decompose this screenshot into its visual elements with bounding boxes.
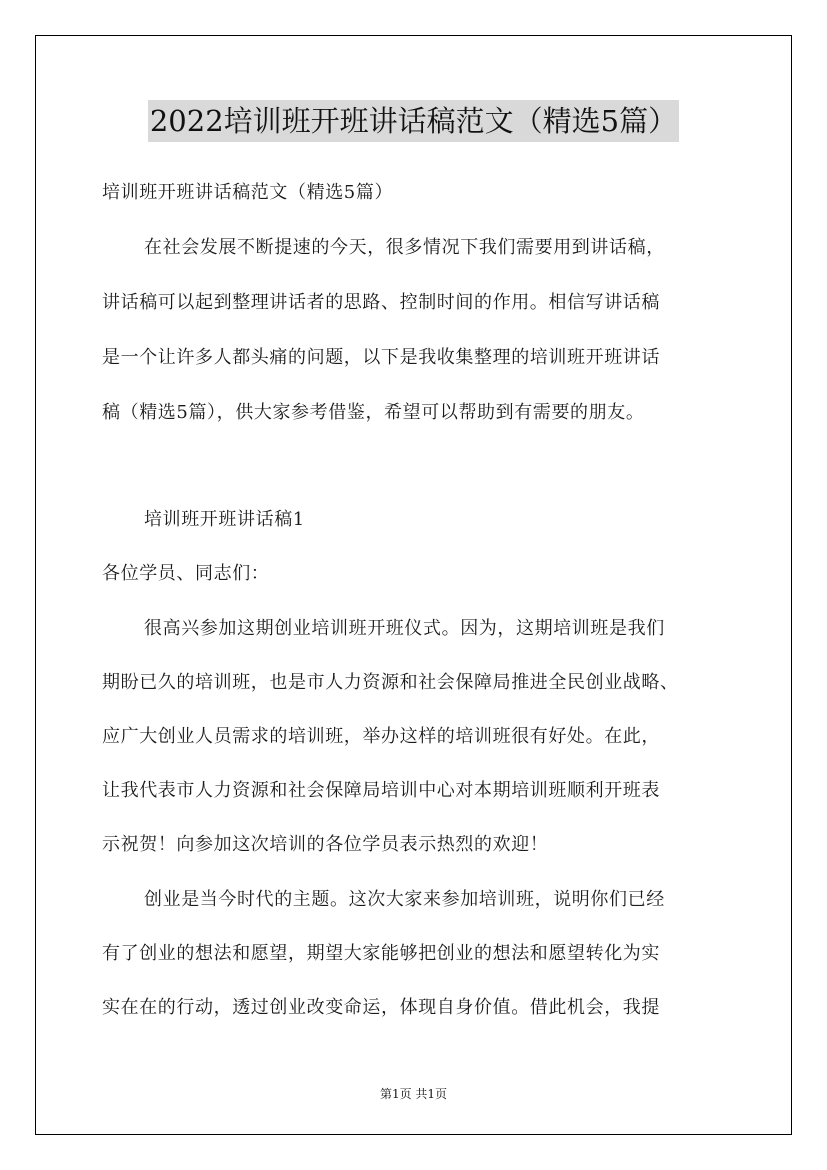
title-container xyxy=(0,100,827,142)
paragraph-line: 稿（精选5篇），供大家参考借鉴，希望可以帮助到有需要的朋友。 xyxy=(102,402,645,423)
paragraph-line: 应广大创业人员需求的培训班，举办这样的培训班很有好处。在此， xyxy=(102,726,660,747)
paragraph-line: 是一个让许多人都头痛的问题，以下是我收集整理的培训班开班讲话 xyxy=(102,347,660,368)
document-title: 2022培训班开班讲话稿范文（精选5篇） xyxy=(148,100,679,142)
paragraph-line: 在社会发展不断提速的今天，很多情况下我们需要用到讲话稿， xyxy=(144,237,665,258)
salutation-line: 各位学员、同志们： xyxy=(102,563,270,584)
paragraph-line: 创业是当今时代的主题。这次大家来参加培训班，说明你们已经 xyxy=(144,889,665,910)
section-heading: 培训班开班讲话稿1 xyxy=(144,509,305,530)
paragraph-line: 实在在的行动，透过创业改变命运，体现自身价值。借此机会，我提 xyxy=(102,997,660,1018)
paragraph-line: 讲话稿可以起到整理讲话者的思路、控制时间的作用。相信写讲话稿 xyxy=(102,292,660,313)
paragraph-line: 让我代表市人力资源和社会保障局培训中心对本期培训班顺利开班表 xyxy=(102,780,660,801)
page-footer: 第1页 共1页 xyxy=(379,1087,448,1101)
paragraph-line: 示祝贺！向参加这次培训的各位学员表示热烈的欢迎！ xyxy=(102,834,549,855)
paragraph-line: 有了创业的想法和愿望，期望大家能够把创业的想法和愿望转化为实 xyxy=(102,943,660,964)
subtitle-line: 培训班开班讲话稿范文（精选5篇） xyxy=(102,182,394,203)
paragraph-line: 很高兴参加这期创业培训班开班仪式。因为，这期培训班是我们 xyxy=(144,618,665,639)
paragraph-line: 期盼已久的培训班，也是市人力资源和社会保障局推进全民创业战略、 xyxy=(102,672,679,693)
